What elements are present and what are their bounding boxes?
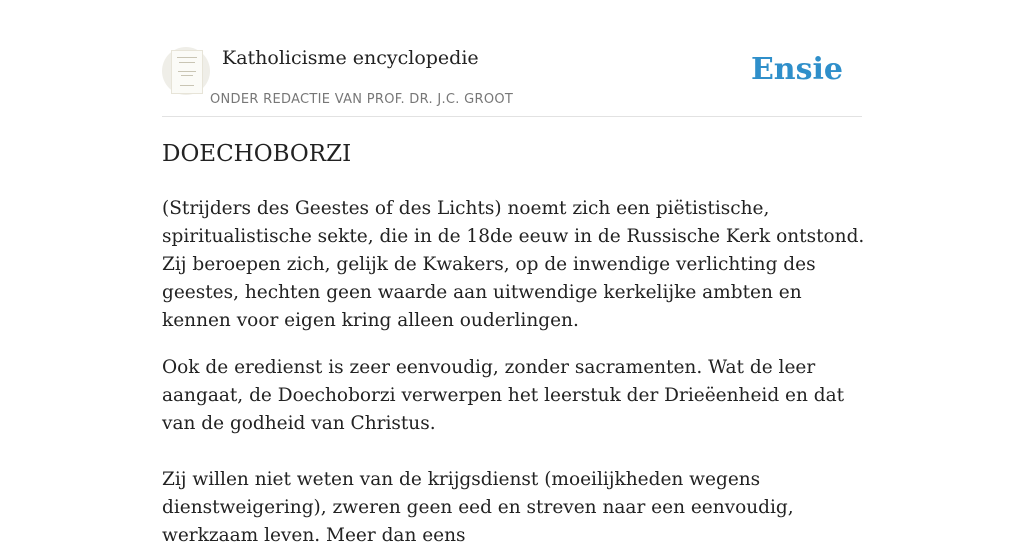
- cover-text-line: [179, 62, 195, 63]
- entry-paragraph: Zij willen niet weten van de krijgsdienst (moeilijkheden wegens dienstweigering), zweren geen eed en streven naar een eenvoudig, werkzaam leven. Meer dan eens: [162, 469, 794, 546]
- book-editor-label: ONDER REDACTIE VAN PROF. DR. J.C. GROOT: [210, 92, 514, 107]
- entry-content: [162, 138, 867, 550]
- page-header: [162, 44, 862, 117]
- ensie-logo-link[interactable]: Ensie: [750, 52, 843, 87]
- entry-title: DOECHOBORZI: [162, 141, 352, 167]
- cover-text-line: [181, 75, 193, 76]
- cover-text-line: [178, 71, 196, 72]
- book-cover-image: [172, 51, 202, 93]
- entry-paragraph: (Strijders des Geestes of des Lichts) noemt zich een piëtistische, spiritualistische sekte, die in de 18de eeuw in de Russische Kerk ontstond. Zij beroepen zich, gelijk de Kwakers, op de inwendige verlichting des geestes, hechten geen waarde aan uitwendige kerkelijke ambten en kennen voor eigen kring alleen ouderlingen.: [162, 198, 865, 331]
- book-cover-thumbnail[interactable]: [162, 47, 210, 95]
- cover-text-line: [177, 57, 197, 58]
- book-title-link[interactable]: Katholicisme encyclopedie: [222, 47, 479, 69]
- entry-paragraph: Ook de eredienst is zeer eenvoudig, zonder sacramenten. Wat de leer aangaat, de Doechoborzi verwerpen het leerstuk der Drieëenheid en dat van de godheid van Christus.: [162, 357, 845, 434]
- cover-text-line: [180, 85, 194, 86]
